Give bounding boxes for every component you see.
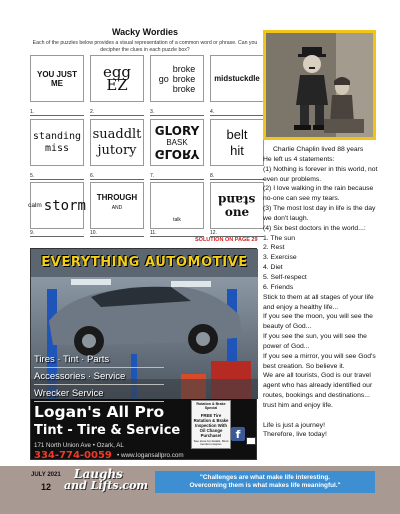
service-accessories: Accessories · Service <box>34 370 164 385</box>
business-website[interactable]: • www.logansallpro.com <box>117 452 184 459</box>
footer-quote <box>155 471 375 493</box>
puzzle-box-7-line3: GLORY <box>154 147 200 161</box>
answer-line-11: 11. <box>150 229 204 237</box>
puzzle-box-9 <box>30 182 84 229</box>
answer-line-3: 3. <box>150 108 204 116</box>
page-number: 12 <box>41 482 52 492</box>
puzzle-box-12 <box>210 182 264 229</box>
promo-fineprint: See store for details. Must mention coupon. <box>193 438 229 447</box>
business-name: Logan's All Pro <box>34 403 165 421</box>
business-phone[interactable]: 334-774-0059 <box>34 450 112 461</box>
puzzle-box-3-broke-2: broke <box>172 73 196 84</box>
answer-line-2: 2. <box>90 108 144 116</box>
puzzle-box-5-line1: standing <box>32 130 82 142</box>
puzzle-box-11 <box>150 182 204 229</box>
puzzle-box-4-text: midstuckdle <box>214 74 260 83</box>
facebook-icon[interactable]: f <box>231 427 245 441</box>
puzzle-title: Wacky Wordies <box>111 27 179 37</box>
answer-line-12: 12. <box>210 229 264 237</box>
puzzle-box-2-line2: EZ <box>106 75 128 94</box>
puzzle-box-11-text: talk <box>173 217 181 223</box>
answer-line-4: 4. <box>210 108 264 116</box>
brand-logo-line1: Laughs <box>74 467 123 481</box>
automotive-ad <box>30 248 257 460</box>
puzzle-box-10 <box>90 182 144 229</box>
puzzle-box-10-line1: THROUGH <box>96 193 138 202</box>
solution-note: SOLUTION ON PAGE 29 <box>195 237 258 243</box>
puzzle-box-6 <box>90 119 144 166</box>
puzzle-box-12-line2: one <box>224 204 250 219</box>
puzzle-box-9-storm: storm <box>43 197 86 214</box>
service-wrecker: Wrecker Service <box>34 387 164 402</box>
footer-date: JULY 2021 <box>31 472 61 478</box>
promo-title: Rotation & Brake Special <box>196 402 226 411</box>
business-address: 171 North Union Ave • Ozark, AL <box>34 442 124 449</box>
chaplin-photo <box>266 33 373 137</box>
chaplin-photo-frame <box>263 30 376 140</box>
answer-line-1: 1. <box>30 108 84 116</box>
puzzle-box-8 <box>210 119 264 166</box>
puzzle-box-3 <box>150 55 204 102</box>
puzzle-box-9-calm: calm <box>28 202 42 209</box>
puzzle-box-5 <box>30 119 84 166</box>
puzzle-box-1-text: YOU JUST ME <box>36 69 77 88</box>
puzzle-box-6-line1: suaddlt <box>92 126 142 142</box>
puzzle-box-7 <box>150 119 204 166</box>
puzzle-box-3-broke-1: broke <box>172 63 196 74</box>
answer-line-7: 7. <box>150 172 204 180</box>
chaplin-caption: Charlie Chaplin lived 88 years <box>273 146 364 153</box>
puzzle-box-4 <box>210 55 264 102</box>
puzzle-box-8-line1: belt <box>226 126 248 142</box>
brand-logo-line2: and Lifts.com <box>64 479 149 492</box>
ase-logo-icon <box>246 437 256 445</box>
service-tires: Tires · Tint · Parts <box>34 353 164 368</box>
puzzle-box-3-broke-3: broke <box>172 83 196 94</box>
puzzle-box-2 <box>90 55 144 102</box>
puzzle-box-3-go: go <box>158 73 169 84</box>
quote-line-1: "Challenges are what make life interesting. <box>199 474 331 481</box>
puzzle-box-5-line2: miss <box>44 142 70 154</box>
page-footer <box>0 466 400 514</box>
puzzle-box-2-line1: egg <box>102 62 132 81</box>
business-tagline: Tint - Tire & Service <box>34 423 181 438</box>
ad-services <box>34 353 164 404</box>
puzzle-box-6-line2: jutory <box>97 142 137 158</box>
ad-banner: EVERYTHING AUTOMOTIVE <box>41 255 248 270</box>
puzzle-instructions: Each of the puzzles below provides a visual representation of a common word or phrase. Can you decipher the clues in each puzzle box? <box>32 40 258 53</box>
answer-line-8: 8. <box>210 172 264 180</box>
answer-line-10: 10. <box>90 229 144 237</box>
chaplin-article <box>263 145 381 440</box>
puzzle-box-1 <box>30 55 84 102</box>
puzzle-box-7-line2: BASK <box>166 138 188 147</box>
promo-coupon <box>191 400 231 449</box>
quote-line-2: Overcoming them is what makes life meaningful." <box>189 482 341 489</box>
answer-line-9: 9. <box>30 229 84 237</box>
puzzle-box-10-line2: AND <box>111 205 123 211</box>
puzzle-box-12-line1: stand <box>218 192 256 207</box>
puzzle-box-7-line1: GLORY <box>154 124 200 138</box>
answer-line-5: 5. <box>30 172 84 180</box>
puzzle-box-8-line2: hit <box>230 142 244 158</box>
answer-line-6: 6. <box>90 172 144 180</box>
chaplin-body: He left us 4 statements: (1) Nothing is forever in this world, not even our problems. (2) I love walking in the rain because no-one can see my tears. (3) The most lost day in life is the day we don't laugh. (4) Six best doctors in the world...: 1. The sun 2. Rest 3. Exercise 4. Diet 5. Self-respect 6. Friends Stick to them at all stages of your life and enjoy a healthy life... If you see the moon, you will see the beauty of God... If you see the sun, you will see the power of God... If you see a mirror, you will see God's best creation. So believe it. We are all tourists, God is our travel agent who has already identified our routes, bookings and destinations... trust him and enjoy life. Life is just a journey! Therefore, live today! <box>263 155 378 439</box>
promo-body: FREE Tire Rotation & Brake Inspection With Oil Change Purchase! <box>193 412 229 438</box>
